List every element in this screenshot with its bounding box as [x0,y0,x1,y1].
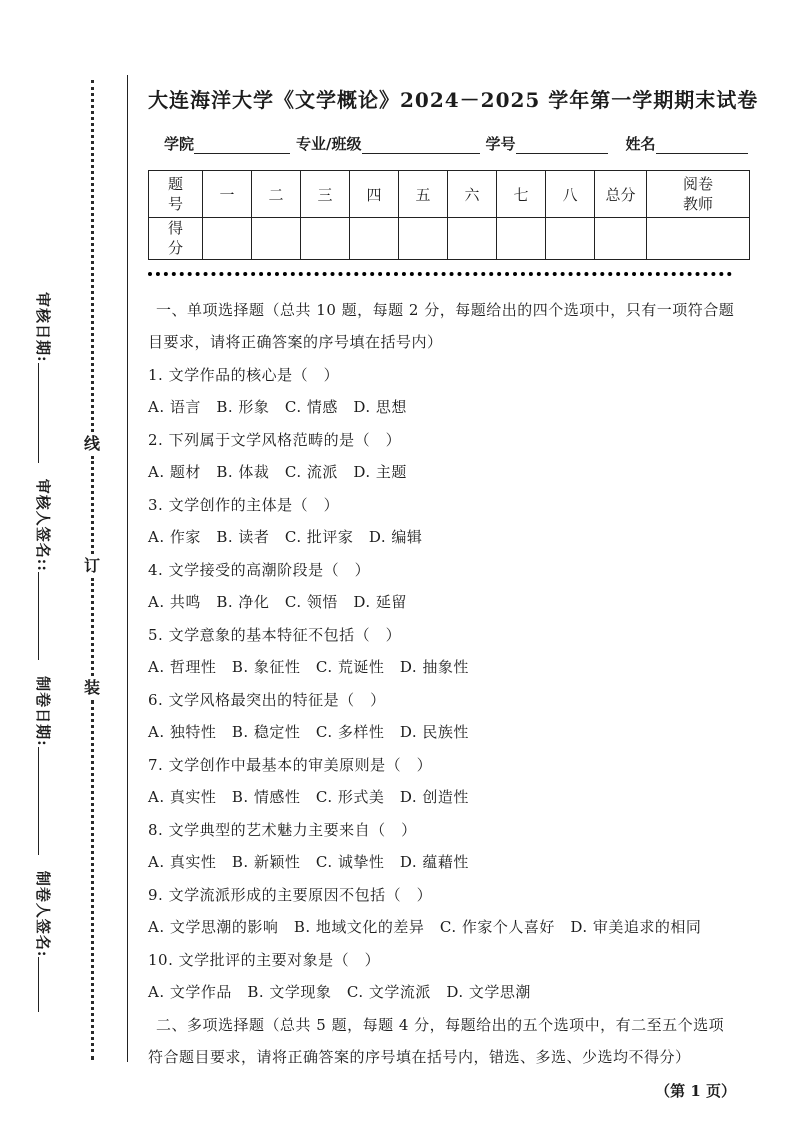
binding-dotted-line [91,456,94,554]
score-table-header-cell: 五 [399,171,448,218]
margin-field-label: 制卷日期: [34,676,52,747]
section2-intro-cont: 符合题目要求，请将正确答案的序号填在括号内，错选、多选、少选均不得分） [148,1048,691,1066]
fill-in-blank [516,137,608,155]
question-text: 10. 文学批评的主要对象是（ ） [148,950,381,969]
margin-field-paper-date [34,676,52,855]
question-text: 6. 文学风格最突出的特征是（ ） [148,690,386,709]
info-field-student-id [486,133,626,154]
score-table-header-cell: 二 [252,171,301,218]
score-cell-empty [203,218,252,260]
info-label: 学号 [485,135,516,153]
section2-intro: 二、多项选择题（总共 5 题，每题 4 分，每题给出的五个选项中，有二至五个选项 [156,1015,725,1034]
score-cell-empty [448,218,497,260]
margin-field-review-date [34,292,52,463]
score-table-header-cell: 三 [301,171,350,218]
info-label: 姓名 [625,135,656,153]
question-text: 9. 文学流派形成的主要原因不包括（ ） [148,885,433,904]
margin-field-reviewer-signature [34,479,52,660]
question-options: A. 共鸣 B. 净化 C. 领悟 D. 延留 [148,593,407,611]
exam-title: 大连海洋大学《文学概论》2024－2025 学年第一学期期末试卷 [148,88,759,112]
score-table-header-cell: 七 [497,171,546,218]
fill-in-line [38,572,54,660]
score-cell-empty [647,218,750,260]
score-table-header-cell: 一 [203,171,252,218]
margin-divider-line [127,75,128,1062]
score-table-corner-cell: 题号 [149,171,203,218]
info-field-name [626,133,748,154]
question-options: A. 文学思潮的影响 B. 地域文化的差异 C. 作家个人喜好 D. 审美追求的相同 [148,918,702,936]
score-table-grader-cell: 阅卷教师 [647,171,750,218]
score-cell-empty [546,218,595,260]
dotted-separator [148,272,732,276]
section1-intro-cont: 目要求，请将正确答案的序号填在括号内） [148,333,443,351]
score-table-header-cell: 四 [350,171,399,218]
binding-char-xian: 线 [83,434,100,453]
exam-content [148,84,759,1101]
binding-line [82,80,102,1060]
question-text: 1. 文学作品的核心是（ ） [148,365,340,384]
info-label: 学院 [164,135,195,153]
margin-field-label: 制卷人签名: [34,870,52,958]
binding-dotted-line [91,80,94,432]
score-cell-empty [301,218,350,260]
question-text: 8. 文学典型的艺术魅力主要来自（ ） [148,820,417,839]
binding-char-zhuang: 装 [83,678,100,697]
question-text: 5. 文学意象的基本特征不包括（ ） [148,625,402,644]
question-text: 2. 下列属于文学风格范畴的是（ ） [148,430,402,449]
score-table-header-cell: 六 [448,171,497,218]
score-cell-empty [252,218,301,260]
score-table [148,170,750,260]
binding-dotted-line [91,578,94,676]
page-number: （第 1 页） [655,1081,736,1100]
question-text: 7. 文学创作中最基本的审美原则是（ ） [148,755,433,774]
binding-char-ding: 订 [83,556,100,575]
fill-in-blank [362,137,480,155]
score-cell-empty [399,218,448,260]
fill-in-blank [194,137,290,155]
question-options: A. 真实性 B. 新颖性 C. 诚挚性 D. 蕴藉性 [148,853,469,871]
questions-area [148,300,750,1068]
fill-in-line [38,747,54,855]
score-table-header-cell: 八 [546,171,595,218]
score-cell-empty [350,218,399,260]
question-options: A. 真实性 B. 情感性 C. 形式美 D. 创造性 [148,788,469,806]
score-row-label-cell: 得分 [149,218,203,260]
question-options: A. 哲理性 B. 象征性 C. 荒诞性 D. 抽象性 [148,658,469,676]
section1-intro: 一、单项选择题（总共 10 题，每题 2 分，每题给出的四个选项中，只有一项符合题 [156,300,735,319]
score-cell-empty [497,218,546,260]
fill-in-line [38,957,54,1012]
binding-margin-signatures [33,292,54,1072]
info-field-major-class [296,133,479,154]
student-info-line [148,133,750,154]
question-text: 4. 文学接受的高潮阶段是（ ） [148,560,371,579]
info-field-college [164,133,290,154]
score-table-header-row [149,171,750,218]
question-text: 3. 文学创作的主体是（ ） [148,495,340,514]
score-table-header-cell: 总分 [595,171,647,218]
margin-field-paper-maker-signature [34,871,52,1013]
question-options: A. 题材 B. 体裁 C. 流派 D. 主题 [148,463,407,481]
question-options: A. 独特性 B. 稳定性 C. 多样性 D. 民族性 [148,723,469,741]
question-options: A. 文学作品 B. 文学现象 C. 文学流派 D. 文学思潮 [148,983,531,1001]
score-table-score-row [149,218,750,260]
binding-dotted-line [91,700,94,1060]
question-options: A. 作家 B. 读者 C. 批评家 D. 编辑 [148,528,423,546]
question-options: A. 语言 B. 形象 C. 情感 D. 思想 [148,398,407,416]
margin-field-label: 审核日期: [34,292,52,363]
score-cell-empty [595,218,647,260]
fill-in-blank [656,137,748,155]
fill-in-line [38,363,54,463]
info-label: 专业/班级 [296,135,362,153]
margin-field-label: 审核人签名:: [34,478,52,572]
